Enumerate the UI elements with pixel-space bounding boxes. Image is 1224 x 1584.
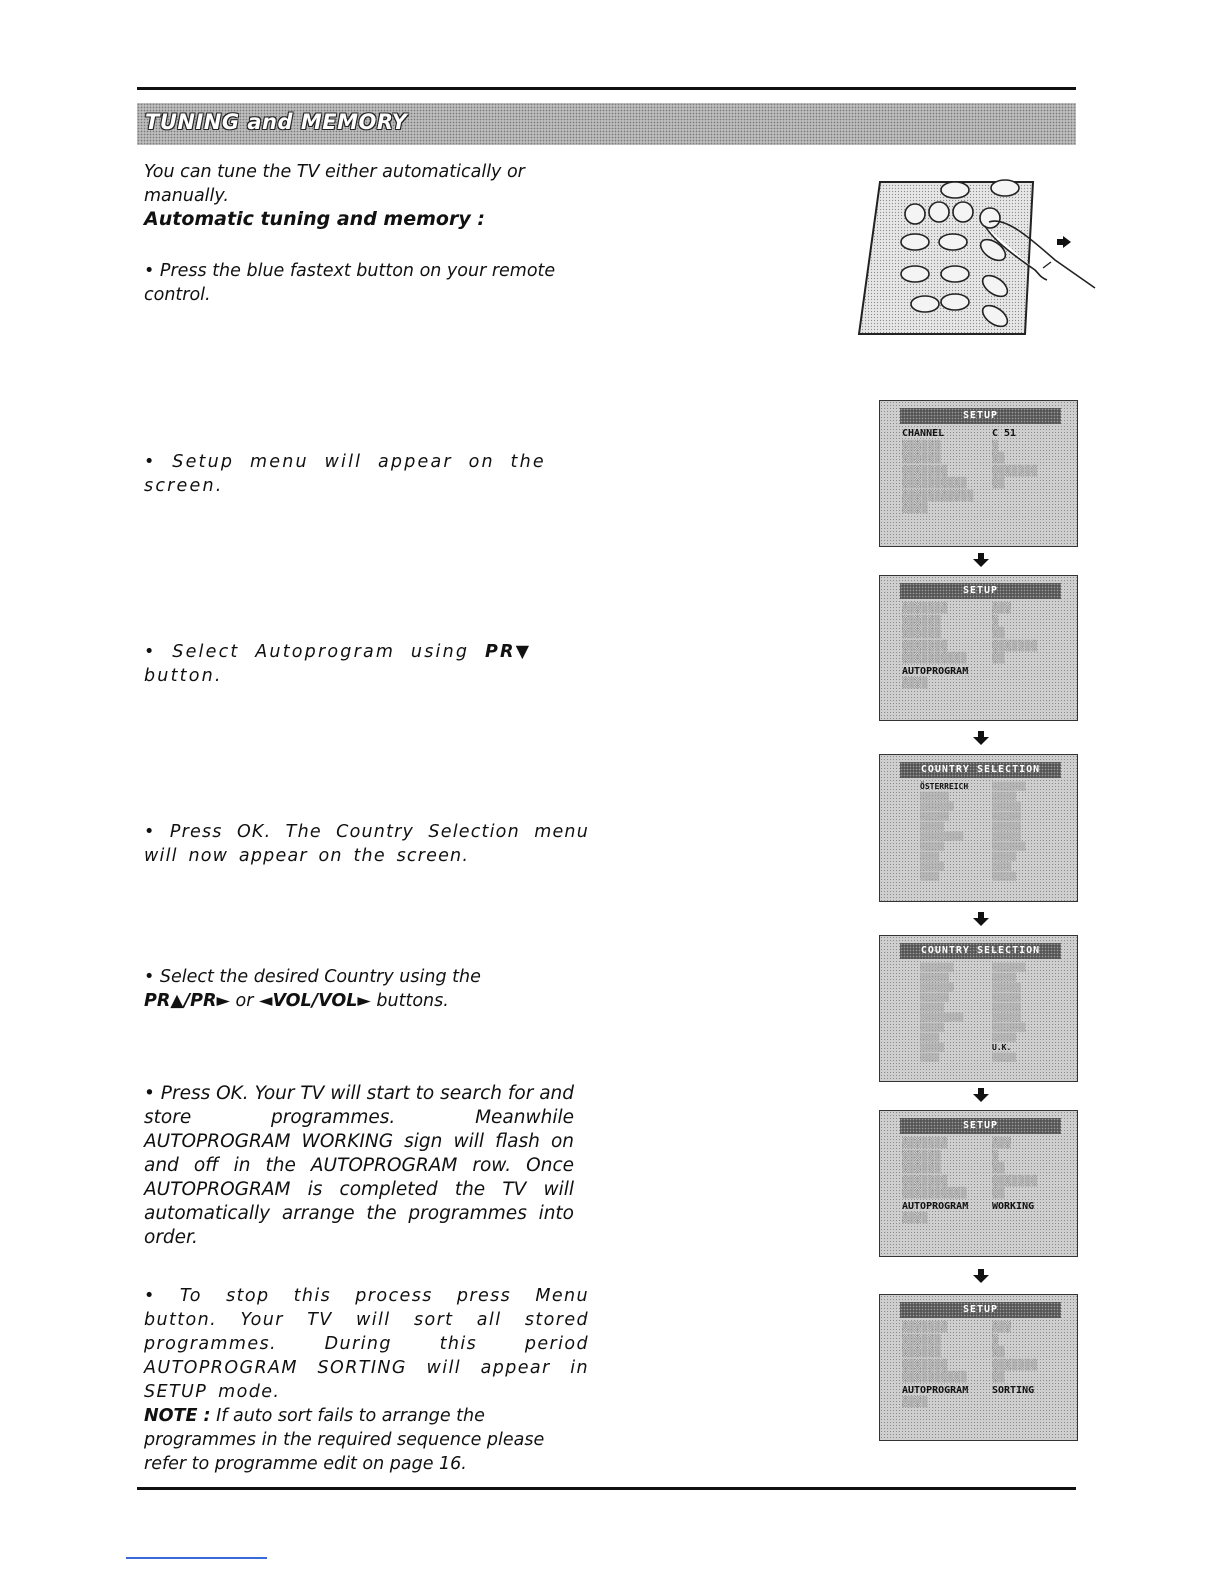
down-arrow-icon (973, 553, 989, 567)
menu-row-faded: ▒▒▒▒▒▒▒ ▒▒▒▒▒▒▒ (902, 640, 1038, 652)
step-3-tail: button. (144, 666, 223, 686)
menu-row-faded: ▒▒▒▒▒▒ ▒▒ (902, 453, 1006, 464)
bottom-rule (137, 1487, 1076, 1490)
menu-row-faded: ▒▒▒▒▒▒ ▒▒ (902, 1347, 1006, 1358)
channel-label: CHANNEL (902, 428, 945, 439)
footer-link-underline (126, 1557, 267, 1559)
down-arrow-icon (973, 731, 989, 745)
section-title: TUNING and MEMORY (145, 110, 408, 134)
menu-title: COUNTRY SELECTION (900, 762, 1061, 778)
selected-country: ÖSTERREICH (920, 782, 969, 791)
tv-setup-menu-channel (879, 400, 1078, 547)
menu-row-faded: ▒▒▒▒▒▒▒▒▒▒ ▒▒ (902, 653, 1006, 664)
step-7-block (144, 1284, 589, 1476)
menu-row-autoprogram (902, 1201, 1077, 1214)
menu-row-faded: ▒▒▒▒▒▒ ▒ (902, 1334, 999, 1346)
step-1: • Press the blue fastext button on your remote control. (144, 261, 556, 305)
menu-row-faded: ▒▒▒▒▒▒▒▒▒▒ ▒▒ (902, 1188, 1006, 1199)
down-arrow-icon (973, 912, 989, 926)
step-6: • Press OK. Your TV will start to search for and store programmes. Meanwhile AUTOPROGRAM WORKING sign will flash on and off in the AUTOPROGRAM row. Once AUTOPROGRAM is completed the TV will automatically arrange the programmes into order. (144, 1083, 574, 1248)
step-2: • Setup menu will appear on the screen. (144, 452, 546, 496)
menu-row-faded: ▒▒▒▒▒▒ ▒ (902, 1150, 999, 1162)
autoprogram-label: AUTOPROGRAM (902, 665, 969, 677)
menu-row-faded: ▒▒▒▒▒▒ ▒▒ (902, 628, 1006, 639)
note-text: If auto sort fails to arrange the programmes in the required sequence please refer to programme edit on page 16. (144, 1406, 545, 1474)
autoprogram-label: AUTOPROGRAM (902, 1384, 969, 1396)
down-arrow-icon (973, 1269, 989, 1283)
selected-country: U.K. (992, 1043, 1012, 1052)
menu-row-faded: ▒▒▒▒▒▒▒ ▒▒▒ (902, 603, 1012, 614)
tv-setup-menu-working (879, 1110, 1078, 1257)
section-banner (137, 103, 1076, 145)
pr-down-button-label: PR▼ (484, 642, 532, 662)
menu-row-autoprogram (902, 1385, 1077, 1398)
tv-setup-menu-autoprogram (879, 575, 1078, 721)
subheading: Automatic tuning and memory : (144, 208, 485, 230)
menu-row-channel (902, 428, 1077, 441)
menu-title: COUNTRY SELECTION (900, 943, 1061, 959)
top-rule (137, 87, 1076, 90)
down-arrow-icon (973, 1088, 989, 1102)
menu-row-faded: ▒▒▒▒▒▒▒ ▒▒▒▒▒▒▒ (902, 1175, 1038, 1187)
country-list: ▒▒▒▒▒▒▒ ▒▒▒▒▒▒▒ ▒▒▒▒▒▒ ▒▒▒▒▒ ▒▒▒▒▒▒▒ ▒▒▒▒▒▒ ▒▒▒▒▒▒ ▒▒▒▒▒▒ ▒▒▒▒▒ ▒▒▒▒▒▒ ▒▒▒▒▒▒▒▒▒ ▒▒▒▒▒▒ ▒▒▒▒▒ ▒▒▒▒▒▒▒ ▒▒▒▒ ▒▒▒▒▒ ▒▒▒▒▒ U.K. ▒▒▒▒ ▒▒▒▒▒ (920, 963, 1026, 1062)
country-list: ÖSTERREICH ▒▒▒▒▒▒▒ ▒▒▒▒▒▒ ▒▒▒▒▒ ▒▒▒▒▒▒▒ ▒▒▒▒▒▒ ▒▒▒▒▒▒ ▒▒▒▒▒▒ ▒▒▒▒▒ ▒▒▒▒▒▒ ▒▒▒▒▒▒▒▒▒ ▒▒▒▒▒▒ ▒▒▒▒▒ ▒▒▒▒▒▒▒ ▒▒▒▒ ▒▒▒▒▒ ▒▒▒▒▒ ▒▒▒▒ ▒▒▒▒ ▒▒▒▒▒ (920, 782, 1026, 881)
menu-row-faded: ▒▒▒▒▒▒ ▒ (902, 615, 999, 627)
menu-row-faded: ▒▒▒▒▒▒▒ ▒▒▒ (902, 1138, 1012, 1149)
autoprogram-label: AUTOPROGRAM (902, 1200, 969, 1212)
menu-row-faded: ▒▒▒▒ (902, 1397, 929, 1408)
menu-row-faded: ▒▒▒▒ (902, 503, 929, 514)
tv-country-menu-1 (879, 754, 1078, 902)
autoprogram-status: SORTING (992, 1384, 1035, 1396)
menu-row-faded: ▒▒▒▒▒▒▒ ▒▒▒▒▒▒▒ (902, 465, 1038, 477)
vol-buttons-label: ◄VOL/VOL► (258, 991, 371, 1011)
menu-row-faded: ▒▒▒▒▒▒▒ ▒▒▒▒▒▒▒ (902, 1359, 1038, 1371)
menu-row-faded: ▒▒▒▒▒▒▒ ▒▒▒ (902, 1322, 1012, 1333)
tv-setup-menu-sorting (879, 1294, 1078, 1441)
step-5 (144, 965, 589, 1013)
menu-row-faded: ▒▒▒▒ (902, 1213, 929, 1224)
menu-row-faded: ▒▒▒▒▒▒▒▒▒▒▒ (902, 490, 974, 502)
step-7: • To stop this process press Menu button. Your TV will sort all stored programmes. During this period AUTOPROGRAM SORTING will appear in SETUP mode. (144, 1286, 589, 1402)
step-5-or: or (235, 991, 254, 1011)
intro-text: You can tune the TV either automatically or manually. (144, 162, 525, 206)
note-label: NOTE : (144, 1406, 211, 1426)
menu-row-autoprogram (902, 666, 1077, 679)
step-3 (144, 640, 589, 688)
menu-title: SETUP (900, 583, 1061, 599)
menu-title: SETUP (900, 1118, 1061, 1134)
pr-buttons-label: PR▲/PR► (144, 991, 230, 1011)
step-5-tail: buttons. (376, 991, 449, 1011)
menu-row-faded: ▒▒▒▒▒▒ ▒ (902, 440, 999, 452)
menu-row-faded: ▒▒▒▒▒▒▒▒▒▒ ▒▒ (902, 478, 1006, 489)
menu-title: SETUP (900, 1302, 1061, 1318)
menu-row-faded: ▒▒▒▒ (902, 678, 929, 689)
tv-country-menu-2 (879, 935, 1078, 1082)
channel-value: C 51 (992, 428, 1017, 439)
menu-row-faded: ▒▒▒▒▒▒▒▒▒▒ ▒▒ (902, 1372, 1006, 1383)
remote-control-illustration (855, 178, 1100, 338)
autoprogram-status: WORKING (992, 1200, 1035, 1212)
step-3-text: • Select Autoprogram using (144, 642, 470, 662)
menu-row-faded: ▒▒▒▒▒▒ ▒▒ (902, 1163, 1006, 1174)
step-4: • Press OK. The Country Selection menu will now appear on the screen. (144, 822, 589, 866)
menu-title: SETUP (900, 408, 1061, 424)
step-5-text: • Select the desired Country using the (144, 967, 481, 987)
